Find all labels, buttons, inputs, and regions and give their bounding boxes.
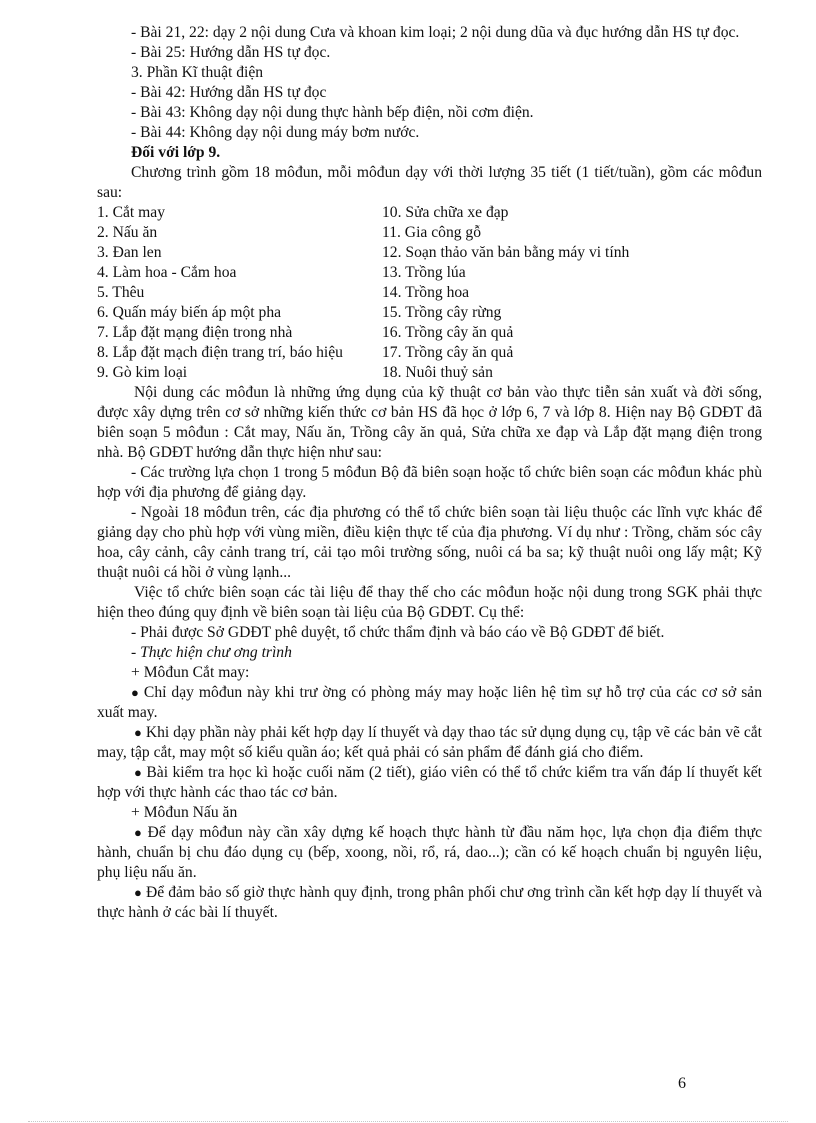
module-item: 17. Trồng cây ăn quả xyxy=(382,344,514,361)
section-heading: 3. Phần Kĩ thuật điện xyxy=(131,64,264,81)
module-item: 18. Nuôi thuỷ sản xyxy=(382,364,493,381)
module-item: 7. Lắp đặt mạng điện trong nhà xyxy=(97,324,293,341)
cooking-heading: + Môđun Nấu ăn xyxy=(131,804,238,821)
bullet-icon: ● xyxy=(134,765,143,780)
sewing-heading: + Môđun Cắt may: xyxy=(131,664,250,681)
paragraph: - Ngoài 18 môđun trên, các địa phương có thể tổ chức biên soạn tài liệu thuộc các lĩnh vực khác để giảng dạy cho phù hợp với vùng miền, điều kiện thực tế của địa phương. Ví dụ như : Trồng, chăm sóc cây hoa, cây cảnh, cây cảnh trang trí, cải tạo môi trường sống, nuôi cá ba sa; kỹ thuật nuôi ong lấy mật; Kỹ thuật nuôi cá hồi ở vùng lạnh... xyxy=(97,504,762,581)
module-item: 16. Trồng cây ăn quả xyxy=(382,324,514,341)
paragraph: - Phải được Sở GDĐT phê duyệt, tổ chức thẩm định và báo cáo về Bộ GDĐT để biết. xyxy=(131,624,665,641)
cooking-bullet-item: ● Để dạy môđun này cần xây dựng kế hoạch thực hành từ đầu năm học, lựa chọn địa điểm thực hành, chuẩn bị chu đáo dụng cụ (bếp, xoong, nồi, rổ, rá, dao...); cần có kế hoạch chuẩn bị nguyên liệu, phụ liệu nấu ăn. xyxy=(97,824,762,881)
cooking-bullet-item: ● Để đảm bảo số giờ thực hành quy định, trong phân phối chư ơng trình cần kết hợp dạy lí thuyết và thực hành ở các bài lí thuyết. xyxy=(97,884,762,921)
implementation-heading: - Thực hiện chư ơng trình xyxy=(131,644,292,661)
bullet-icon: ● xyxy=(134,825,144,840)
bullet-icon: ● xyxy=(134,885,142,900)
module-item: 9. Gò kim loại xyxy=(97,364,188,381)
module-item: 5. Thêu xyxy=(97,284,145,301)
module-item: 2. Nấu ăn xyxy=(97,224,158,241)
module-item: 3. Đan len xyxy=(97,244,162,261)
bullet-icon: ● xyxy=(134,725,142,740)
bullet-icon: ● xyxy=(131,685,140,700)
paragraph: - Bài 42: Hướng dẫn HS tự đọc xyxy=(131,84,327,101)
paragraph: - Bài 43: Không dạy nội dung thực hành bếp điện, nồi cơm điện. xyxy=(131,104,534,121)
sewing-bullet-item: ● Chỉ dạy môđun này khi trư ờng có phòng máy may hoặc liên hệ tìm sự hỗ trợ của các cơ sở sản xuất may. xyxy=(97,684,762,721)
module-item: 1. Cắt may xyxy=(97,204,165,221)
document-page xyxy=(97,23,762,923)
module-item: 15. Trồng cây rừng xyxy=(382,304,502,321)
module-item: 4. Làm hoa - Cắm hoa xyxy=(97,264,237,281)
module-item: 12. Soạn thảo văn bản bằng máy vi tính xyxy=(382,244,630,261)
sewing-bullet-item: ● Khi dạy phần này phải kết hợp dạy lí thuyết và dạy thao tác sử dụng dụng cụ, tập vẽ các bản vẽ cắt may, tập cắt, may một số kiểu quần áo; kết quả phải có sản phẩm để đánh giá cho điểm. xyxy=(97,724,762,761)
module-item: 6. Quấn máy biến áp một pha xyxy=(97,304,282,321)
paragraph: - Bài 21, 22: dạy 2 nội dung Cưa và khoan kim loại; 2 nội dung dũa và đục hướng dẫn HS tự đọc. xyxy=(131,24,740,41)
paragraph: - Các trường lựa chọn 1 trong 5 môđun Bộ đã biên soạn hoặc tổ chức biên soạn các môđun khác phù hợp với địa phương để giảng dạy. xyxy=(97,464,762,501)
paragraph: Việc tổ chức biên soạn các tài liệu để thay thế cho các môđun hoặc nội dung trong SGK phải thực hiện theo đúng quy định về biên soạn tài liệu của Bộ GDĐT. Cụ thể: xyxy=(97,584,762,621)
module-item: 14. Trồng hoa xyxy=(382,284,470,301)
module-list xyxy=(97,203,762,383)
page-bottom-divider xyxy=(28,1121,788,1122)
paragraph: - Bài 25: Hướng dẫn HS tự đọc. xyxy=(131,44,331,61)
sewing-bullet-item: ● Bài kiểm tra học kì hoặc cuối năm (2 tiết), giáo viên có thể tổ chức kiểm tra vấn đáp lí thuyết kết hợp với thực hành các thao tác cơ bản. xyxy=(97,764,762,801)
program-intro: Chương trình gồm 18 môđun, mỗi môđun dạy với thời lượng 35 tiết (1 tiết/tuần), gồm các môđun sau: xyxy=(97,164,762,201)
module-item: 10. Sửa chữa xe đạp xyxy=(382,204,509,221)
module-item: 11. Gia công gỗ xyxy=(382,224,482,241)
page-number: 6 xyxy=(678,1075,686,1092)
module-item: 13. Trồng lúa xyxy=(382,264,466,281)
paragraph: - Bài 44: Không dạy nội dung máy bơm nước. xyxy=(131,124,420,141)
module-item: 8. Lắp đặt mạch điện trang trí, báo hiệu xyxy=(97,344,343,361)
grade9-heading: Đối với lớp 9. xyxy=(131,144,221,161)
paragraph: Nội dung các môđun là những ứng dụng của kỹ thuật cơ bản vào thực tiễn sản xuất và đời sống, được xây dựng trên cơ sở những kiến thức cơ bản HS đã học ở lớp 6, 7 và lớp 8. Hiện nay Bộ GDĐT đã biên soạn 5 môđun : Cắt may, Nấu ăn, Trồng cây ăn quả, Sửa chữa xe đạp và Lắp đặt mạng điện trong nhà. Bộ GDĐT hướng dẫn thực hiện như sau: xyxy=(97,384,762,461)
